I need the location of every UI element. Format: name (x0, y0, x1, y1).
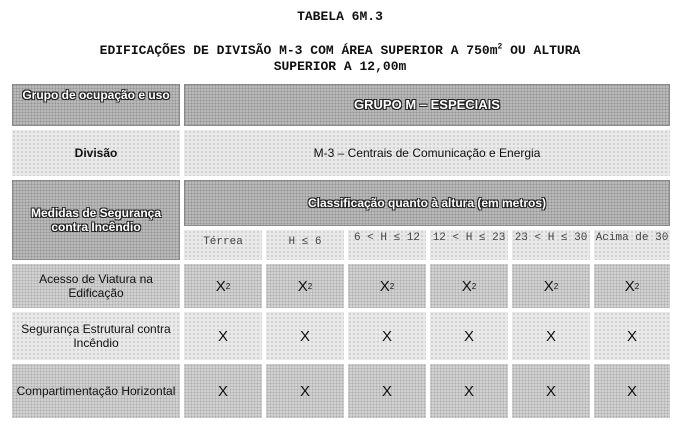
mark-cell (264, 262, 346, 310)
group-label-cell (10, 82, 182, 128)
mark-superscript: 2 (634, 281, 640, 291)
mark-superscript: 2 (225, 281, 231, 291)
height-col-label: Acima de 30 (595, 232, 669, 244)
group-value: GRUPO M – ESPECIAIS (354, 97, 500, 112)
mark-cell (346, 310, 428, 362)
mark-x: X (217, 327, 228, 345)
mark-cell (346, 362, 428, 420)
height-col-label: H ≤ 6 (288, 236, 322, 248)
measure-access-cell (10, 262, 182, 310)
division-value-cell (182, 128, 672, 178)
mark-x: X (463, 382, 474, 400)
table-title: TABELA 6M.3 (297, 9, 383, 24)
measures-label: Medidas de Segurança contra Incêndio (30, 206, 162, 234)
height-col-label: Térrea (203, 236, 243, 248)
mark-cell (592, 262, 672, 310)
height-col-above30 (592, 228, 672, 262)
mark-cell (182, 262, 264, 310)
mark-cell (428, 362, 510, 420)
division-label: Divisão (74, 146, 118, 160)
mark-x: X (299, 327, 310, 345)
mark-cell (428, 262, 510, 310)
measure-label: Acesso de Viatura na Edificação (39, 272, 153, 300)
mark-x: X (215, 277, 226, 295)
height-col-h23 (428, 228, 510, 262)
mark-x: X (461, 277, 472, 295)
mark-x: X (217, 382, 228, 400)
group-label: Grupo de ocupação e uso (22, 88, 170, 102)
table-subtitle (10, 40, 670, 75)
mark-cell (592, 310, 672, 362)
mark-superscript: 2 (389, 281, 395, 291)
subtitle-text-b: OU ALTURA (502, 43, 581, 59)
subtitle-text-a: EDIFICAÇÕES DE DIVISÃO M-3 COM ÁREA SUPERIOR A 750m (99, 43, 498, 59)
mark-x: X (381, 327, 392, 345)
mark-x: X (626, 382, 637, 400)
height-col-terrea (182, 228, 264, 262)
mark-cell (264, 310, 346, 362)
mark-x: X (379, 277, 390, 295)
measures-label-cell (10, 178, 182, 262)
height-col-h6 (264, 228, 346, 262)
classification-label: Classificação quanto à altura (em metros) (307, 196, 547, 210)
height-col-h30 (510, 228, 592, 262)
subtitle-superscript: 2 (497, 43, 503, 52)
mark-x: X (543, 277, 554, 295)
division-value: M-3 – Centrais de Comunicação e Energia (313, 146, 541, 160)
mark-cell (264, 362, 346, 420)
group-value-cell (182, 82, 672, 128)
mark-x: X (463, 327, 474, 345)
mark-superscript: 2 (553, 281, 559, 291)
height-col-label: 12 < H ≤ 23 (432, 232, 506, 244)
mark-cell (510, 310, 592, 362)
mark-superscript: 2 (471, 281, 477, 291)
mark-x: X (297, 277, 308, 295)
mark-cell (428, 310, 510, 362)
mark-cell (510, 362, 592, 420)
mark-x: X (626, 327, 637, 345)
classification-cell (182, 178, 672, 228)
measure-label: Compartimentação Horizontal (16, 384, 176, 398)
division-label-cell (10, 128, 182, 178)
measure-compartment-cell (10, 362, 182, 420)
height-col-label: 23 < H ≤ 30 (514, 232, 588, 244)
mark-cell (510, 262, 592, 310)
mark-x: X (381, 382, 392, 400)
mark-x: X (545, 327, 556, 345)
mark-x: X (624, 277, 635, 295)
mark-cell (182, 362, 264, 420)
subtitle-line-1 (100, 43, 581, 58)
mark-x: X (299, 382, 310, 400)
mark-superscript: 2 (307, 281, 313, 291)
mark-cell (592, 362, 672, 420)
mark-x: X (545, 382, 556, 400)
mark-cell (346, 262, 428, 310)
mark-cell (182, 310, 264, 362)
height-col-h12 (346, 228, 428, 262)
measure-label: Segurança Estrutural contra Incêndio (21, 322, 171, 350)
height-col-label: 6 < H ≤ 12 (353, 232, 420, 244)
measure-structural-cell (10, 310, 182, 362)
subtitle-line-2: SUPERIOR A 12,00m (273, 59, 407, 75)
